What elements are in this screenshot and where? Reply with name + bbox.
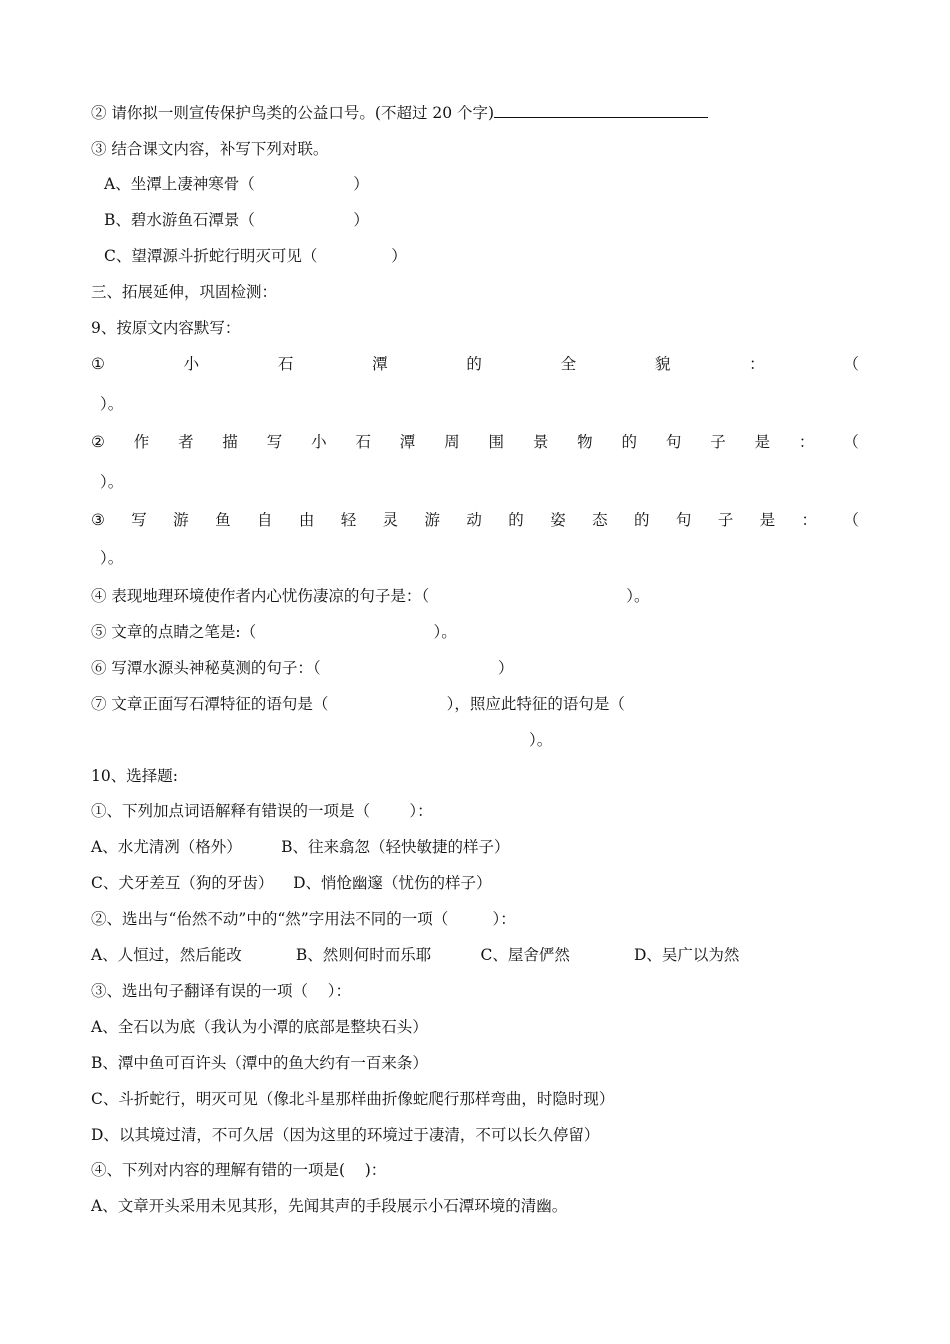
q1-char-0: ① xyxy=(91,355,105,373)
q3-char-18: （ xyxy=(843,511,859,529)
q1-char-6: 貌 xyxy=(654,355,671,373)
q9-item-1-end: ）。 xyxy=(100,395,124,413)
q3-char-17: ： xyxy=(801,511,818,529)
q9-item-2 xyxy=(91,432,859,452)
choice-1-question: ①、下列加点词语解释有错误的一项是（ ）： xyxy=(91,802,433,820)
q2-char-15: 是 xyxy=(754,433,771,451)
q2-char-3: 描 xyxy=(222,433,238,451)
q2-char-5: 小 xyxy=(311,433,327,451)
choice-3-option-a: A、全石以为底（我认为小潭的底部是整块石头） xyxy=(91,1018,428,1036)
q2-char-10: 景 xyxy=(532,433,549,451)
q3-char-9: 动 xyxy=(466,511,482,529)
slogan-question xyxy=(91,102,708,123)
q2-char-1: 作 xyxy=(133,433,150,451)
question-9-heading: 9、按原文内容默写： xyxy=(91,319,241,337)
q2-char-11: 物 xyxy=(577,433,593,451)
question-10-heading: 10、选择题: xyxy=(91,767,178,785)
q9-item-7-end: ）。 xyxy=(529,731,553,749)
q9-item-6: ⑥ 写潭水源头神秘莫测的句子：（ ） xyxy=(91,659,514,677)
q1-char-7: ： xyxy=(749,355,765,373)
q9-item-5: ⑤ 文章的点睛之笔是:（ ）。 xyxy=(91,623,457,641)
q1-char-4: 的 xyxy=(466,355,482,373)
choice-2-options: A、人恒过，然后能改 B、然则何时而乐耶 C、屋舍俨然 D、吴广以为然 xyxy=(91,946,740,964)
choice-3-option-b: B、潭中鱼可百许头（潭中的鱼大约有一百来条） xyxy=(91,1054,428,1072)
q3-char-7: 灵 xyxy=(382,511,399,529)
slogan-question-text: ② 请你拟一则宣传保护鸟类的公益口号。(不超过 20 个字) xyxy=(91,104,495,122)
q2-char-7: 潭 xyxy=(399,433,416,451)
choice-3-question: ③、选出句子翻译有误的一项（ ）： xyxy=(91,982,351,1000)
q3-char-11: 姿 xyxy=(550,511,566,529)
q3-char-4: 自 xyxy=(256,511,273,529)
q3-char-15: 子 xyxy=(717,511,734,529)
couplet-option-a: A、坐潭上凄神寒骨（ ） xyxy=(104,175,369,193)
q1-char-8: （ xyxy=(843,355,859,373)
q2-char-4: 写 xyxy=(266,433,283,451)
choice-3-option-d: D、以其境过清，不可久居（因为这里的环境过于凄清，不可以长久停留） xyxy=(91,1126,600,1144)
couplet-question: ③ 结合课文内容，补写下列对联。 xyxy=(91,140,329,158)
q3-char-1: 写 xyxy=(131,511,147,529)
q1-char-5: 全 xyxy=(560,355,577,373)
q3-char-6: 轻 xyxy=(340,511,357,529)
q1-char-1: 小 xyxy=(183,355,200,373)
q3-char-13: 的 xyxy=(633,511,650,529)
q3-char-12: 态 xyxy=(592,511,608,529)
q3-char-5: 由 xyxy=(298,511,315,529)
couplet-option-c: C、望潭源斗折蛇行明灭可见（ ） xyxy=(104,247,407,265)
q2-char-13: 句 xyxy=(665,433,682,451)
choice-1-options-ab: A、水尤清冽（格外） B、往来翕忽（轻快敏捷的样子） xyxy=(91,838,510,856)
q2-char-12: 的 xyxy=(621,433,638,451)
q1-char-2: 石 xyxy=(277,355,294,373)
q1-char-3: 潭 xyxy=(372,355,388,373)
q3-char-8: 游 xyxy=(424,511,441,529)
q2-char-14: 子 xyxy=(710,433,726,451)
q3-char-3: 鱼 xyxy=(215,511,231,529)
q9-item-2-end: ）。 xyxy=(100,473,124,491)
q3-char-0: ③ xyxy=(91,511,105,529)
q3-char-10: 的 xyxy=(508,511,524,529)
q3-char-16: 是 xyxy=(759,511,776,529)
q9-item-3-end: ）。 xyxy=(100,549,124,567)
q2-char-17: （ xyxy=(843,433,859,451)
q9-item-1 xyxy=(91,354,859,374)
couplet-option-b: B、碧水游鱼石潭景（ ） xyxy=(104,211,369,229)
q3-char-2: 游 xyxy=(173,511,189,529)
q2-char-9: 围 xyxy=(488,433,504,451)
q9-item-4: ④ 表现地理环境使作者内心忧伤凄凉的句子是：（ ）。 xyxy=(91,587,650,605)
q2-char-6: 石 xyxy=(355,433,371,451)
q2-char-16: ： xyxy=(798,433,815,451)
choice-4-option-a: A、文章开头采用未见其形，先闻其声的手段展示小石潭环境的清幽。 xyxy=(91,1197,568,1215)
choice-4-question: ④、下列对内容的理解有错的一项是( )： xyxy=(91,1161,387,1179)
q9-item-3 xyxy=(91,510,859,530)
section-heading: 三、拓展延伸，巩固检测： xyxy=(91,283,278,301)
q3-char-14: 句 xyxy=(675,511,692,529)
choice-3-option-c: C、斗折蛇行，明灭可见（像北斗星那样曲折像蛇爬行那样弯曲，时隐时现） xyxy=(91,1090,615,1108)
choice-2-question: ②、选出与“佁然不动”中的“然”字用法不同的一项（ ）： xyxy=(91,910,516,928)
q2-char-8: 周 xyxy=(444,433,460,451)
choice-1-options-cd: C、犬牙差互（狗的牙齿） D、悄怆幽邃（忧伤的样子） xyxy=(91,874,492,892)
slogan-answer-blank[interactable] xyxy=(494,102,708,118)
q9-item-7: ⑦ 文章正面写石潭特征的语句是（ ），照应此特征的语句是（ xyxy=(91,695,625,713)
q2-char-0: ② xyxy=(91,433,105,451)
q2-char-2: 者 xyxy=(178,433,194,451)
